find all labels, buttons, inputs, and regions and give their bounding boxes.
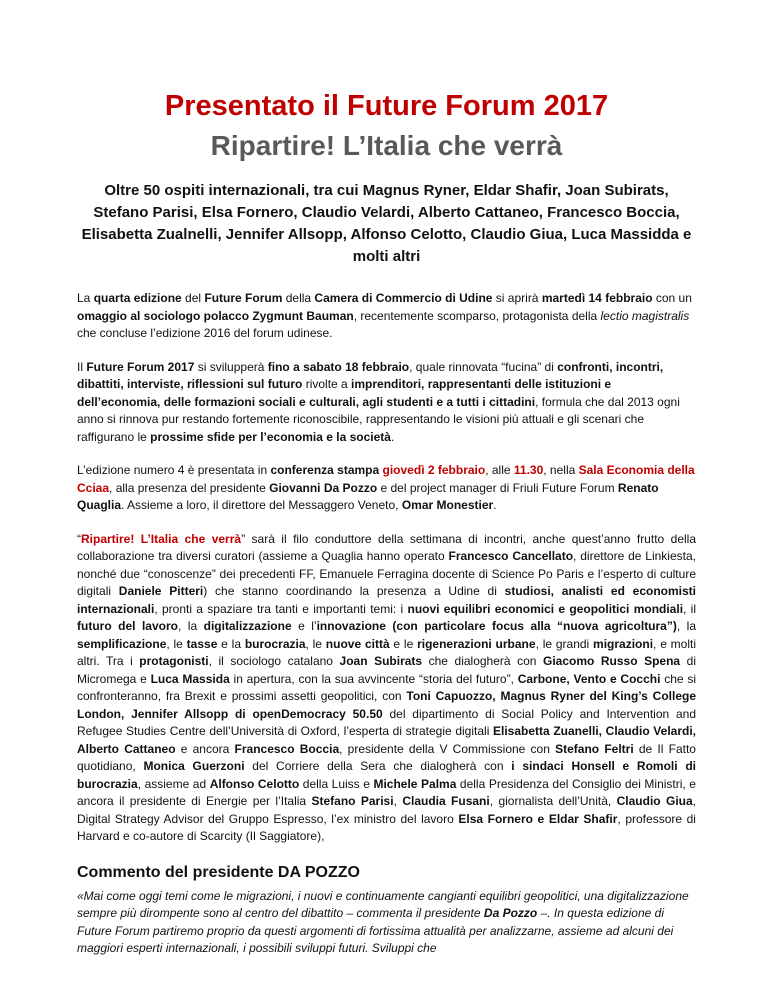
section-heading: Commento del presidente DA POZZO	[77, 863, 360, 881]
page-subtitle: Ripartire! L’Italia che verrà	[210, 130, 563, 161]
president-quote: «Mai come oggi temi come le migrazioni, i nuovi e continuamente cangianti equilibri geopolitici, una digitalizzazione sempre più dirompente sono al centro del dibattito – commenta il presidente Da Pozzo –. In questa edizione di Future Forum partiremo proprio da questi argomenti di fortissima attualità per analizzarne, assieme ad alcuni dei maggiori esperti internazionali, i possibili sviluppi futuri. Sviluppi che	[77, 888, 689, 955]
paragraph-3: L’edizione numero 4 è presentata in conferenza stampa giovedì 2 febbraio, alle 11.30, nella Sala Economia della Cciaa, alla presenza del presidente Giovanni Da Pozzo e del project manager di Friuli Future Forum Renato Quaglia. Assieme a loro, il direttore del Messaggero Veneto, Omar Monestier.	[77, 463, 695, 512]
paragraph-1: La quarta edizione del Future Forum della Camera di Commercio di Udine si aprirà martedì 14 febbraio con un omaggio al sociologo polacco Zygmunt Bauman, recentemente scomparso, protagonista della lectio magistralis che concluse l’edizione 2016 del forum udinese.	[77, 291, 692, 340]
lead-paragraph: Oltre 50 ospiti internazionali, tra cui Magnus Ryner, Eldar Shafir, Joan Subirats, Stefano Parisi, Elsa Fornero, Claudio Velardi, Alberto Cattaneo, Francesco Boccia, Elisabetta Zualnelli, Jennifer Allsopp, Alfonso Celotto, Claudio Giua, Luca Massidda e molti altri	[81, 182, 692, 265]
page-title: Presentato il Future Forum 2017	[164, 90, 609, 122]
paragraph-4: “Ripartire! L’Italia che verrà” sarà il filo conduttore della settimana di incontri, anche quest’anno frutto della collaborazione tra diversi curatori (assieme a Quaglia hanno operato Francesco Cancellato, direttore de Linkiesta, nonché due “conoscenze” dei precedenti FF, Emanuele Ferragina docente di Science Po Paris e l’esperto di culture digitali Daniele Pitteri) che stanno coordinando la presenza a Udine di studiosi, analisti ed economisti internazionali, pronti a spaziare tra tanti e importanti temi: i nuovi equilibri economici e geopolitici mondiali, il futuro del lavoro, la digitalizzazione e l’innovazione (con particolare focus alla “nuova agricoltura”), la semplificazione, le tasse e la burocrazia, le nuove città e le rigenerazioni urbane, le grandi migrazioni, e molti altri. Tra i protagonisti, il sociologo catalano Joan Subirats che dialogherà con Giacomo Russo Spena di Micromega e Luca Massida in apertura, con la sua avvincente “storia del futuro”, Carbone, Vento e Cocchi che si confronteranno, fra Brexit e prossimi assetti geopolitici, con Toni Capuozzo, Magnus Ryner del King’s College London, Jennifer Allsopp di openDemocracy 50.50 del dipartimento di Social Policy and Intervention and Refugee Studies Centre dell’Università di Oxford, l’esperta di strategie digitali Elisabetta Zuanelli, Claudio Velardi, Alberto Cattaneo e ancora Francesco Boccia, presidente della V Commissione con Stefano Feltri de Il Fatto quotidiano, Monica Guerzoni del Corriere della Sera che dialogherà con i sindaci Honsell e Romoli di burocrazia, assieme ad Alfonso Celotto della Luiss e Michele Palma della Presidenza del Consiglio dei Ministri, e ancora il presidente di Energie per l’Italia Stefano Parisi, Claudia Fusani, giornalista dell’Unità, Claudio Giua, Digital Strategy Advisor del Gruppo Espresso, l’ex ministro del lavoro Elsa Fornero e Eldar Shafir, professore di Harvard e co-autore di Scarcity (Il Saggiatore),	[77, 531, 697, 843]
article-body	[77, 290, 696, 958]
paragraph-2: Il Future Forum 2017 si svilupperà fino a sabato 18 febbraio, quale rinnovata “fucina” di confronti, incontri, dibattiti, interviste, riflessioni sul futuro rivolte a imprenditori, rappresentanti delle istituzioni e dell’economia, delle formazioni sociali e culturali, agli studenti e a tutti i cittadini, formula che dal 2013 ogni anno si rinnova pur restando fortemente riconoscibile, rappresentando le visioni più attuali e gli scenari che raffigurano le prossime sfide per l’economia e la società.	[77, 359, 680, 444]
